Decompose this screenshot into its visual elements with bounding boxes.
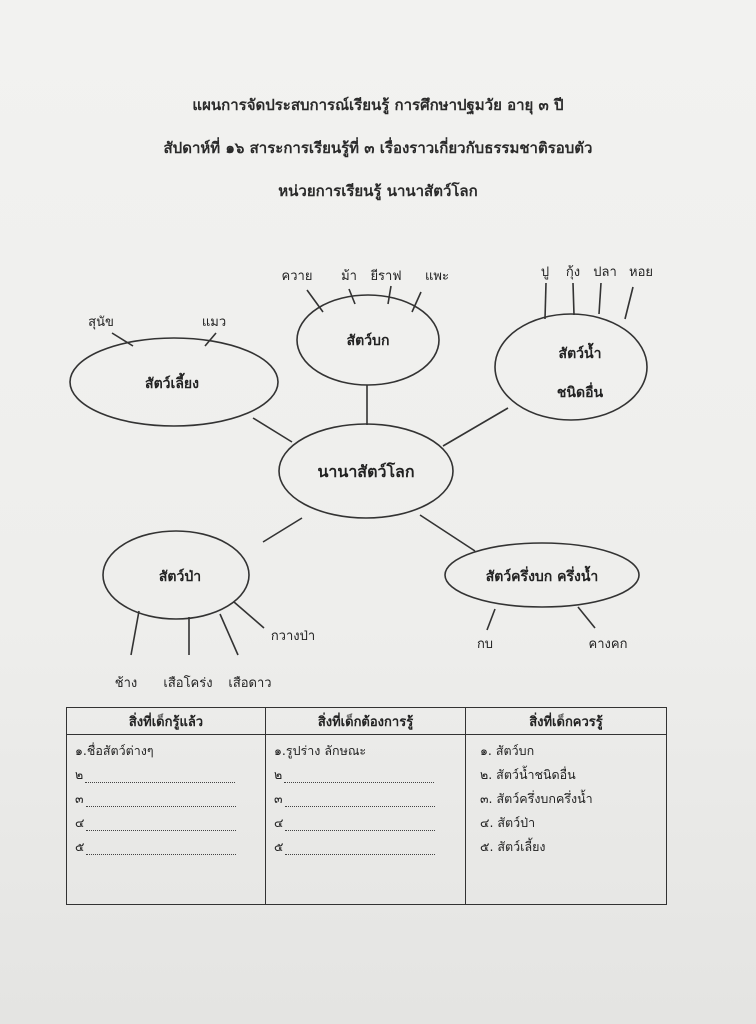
list-item xyxy=(75,763,259,787)
known-item-2: ๒ xyxy=(75,767,84,782)
blank-line xyxy=(86,792,236,807)
table-body-row xyxy=(67,735,667,905)
leaf-frog: กบ xyxy=(476,637,494,652)
water-label-line2: ชนิดอื่น xyxy=(556,385,604,401)
amphibian-label: สัตว์ครึ่งบก ครึ่งน้ำ xyxy=(485,569,599,585)
want-item-2: ๒ xyxy=(274,767,283,782)
known-item-4: ๔ xyxy=(75,815,85,830)
want-item-1: ๑.รูปร่าง ลักษณะ xyxy=(274,743,367,758)
list-item xyxy=(480,763,660,787)
pets-label: สัตว์เลี้ยง xyxy=(145,376,199,392)
blank-line xyxy=(284,768,434,783)
known-item-5: ๕ xyxy=(75,839,85,854)
want-item-3: ๓ xyxy=(274,791,283,806)
list-item xyxy=(274,787,459,811)
unit-subtitle: หน่วยการเรียนรู้ นานาสัตว์โลก xyxy=(278,182,478,200)
header-known: สิ่งที่เด็กรู้แล้ว xyxy=(67,708,266,735)
leaf-tiger: เสือโคร่ง xyxy=(163,676,213,691)
plan-title: แผนการจัดประสบการณ์เรียนรู้ การศึกษาปฐมวัย อายุ ๓ ปี xyxy=(192,96,564,114)
list-item xyxy=(75,811,259,835)
header-should: สิ่งที่เด็กควรรู้ xyxy=(466,708,667,735)
water-ellipse xyxy=(495,314,647,420)
kwl-table xyxy=(66,707,667,905)
leaf-goat: แพะ xyxy=(425,269,449,284)
leaf-dog: สุนัข xyxy=(88,315,114,330)
list-item xyxy=(75,787,259,811)
should-item-3: ๓. สัตว์ครึ่งบกครึ่งน้ำ xyxy=(480,791,593,806)
water-label-line1: สัตว์น้ำ xyxy=(558,346,602,362)
blank-line xyxy=(85,768,235,783)
want-item-5: ๕ xyxy=(274,839,284,854)
column-should xyxy=(466,735,667,905)
list-item xyxy=(75,835,259,859)
leaf-cat: แมว xyxy=(201,315,227,330)
known-item-1: ๑.ชื่อสัตว์ต่างๆ xyxy=(75,743,154,758)
leaf-shell: หอย xyxy=(629,265,653,280)
leaf-toad: คางคก xyxy=(588,637,628,652)
should-item-1: ๑. สัตว์บก xyxy=(480,743,535,758)
list-item xyxy=(480,811,660,835)
leaf-horse: ม้า xyxy=(341,269,357,284)
want-item-4: ๔ xyxy=(274,815,284,830)
leaf-leopard: เสือดาว xyxy=(228,676,272,691)
header-want: สิ่งที่เด็กต้องการรู้ xyxy=(266,708,466,735)
blank-line xyxy=(86,816,236,831)
blank-line xyxy=(86,840,236,855)
leaf-buffalo: ควาย xyxy=(281,269,313,284)
center-label: นานาสัตว์โลก xyxy=(317,462,415,481)
blank-line xyxy=(285,816,435,831)
column-want xyxy=(266,735,466,905)
leaf-giraffe: ยีราฟ xyxy=(370,269,402,284)
should-item-4: ๔. สัตว์ป่า xyxy=(480,815,536,830)
week-subtitle: สัปดาห์ที่ ๑๖ สาระการเรียนรู้ที่ ๓ เรื่องราวเกี่ยวกับธรรมชาติรอบตัว xyxy=(163,139,593,157)
leaf-fish: ปลา xyxy=(593,265,617,280)
list-item xyxy=(480,835,660,859)
list-item xyxy=(274,763,459,787)
should-item-5: ๕. สัตว์เลี้ยง xyxy=(480,839,546,854)
list-item xyxy=(274,835,459,859)
table-header-row xyxy=(67,708,667,735)
should-item-2: ๒. สัตว์น้ำชนิดอื่น xyxy=(480,767,576,782)
land-label: สัตว์บก xyxy=(346,333,390,349)
blank-line xyxy=(285,792,435,807)
wild-label: สัตว์ป่า xyxy=(158,569,202,585)
leaf-shrimp: กุ้ง xyxy=(565,265,581,280)
list-item xyxy=(75,739,259,763)
list-item xyxy=(480,787,660,811)
column-known xyxy=(67,735,266,905)
known-item-3: ๓ xyxy=(75,791,84,806)
list-item xyxy=(274,739,459,763)
blank-line xyxy=(285,840,435,855)
list-item xyxy=(480,739,660,763)
leaf-deer: กวางป่า xyxy=(270,629,316,644)
leaf-crab: ปู xyxy=(540,265,550,280)
leaf-elephant: ช้าง xyxy=(114,676,138,691)
list-item xyxy=(274,811,459,835)
